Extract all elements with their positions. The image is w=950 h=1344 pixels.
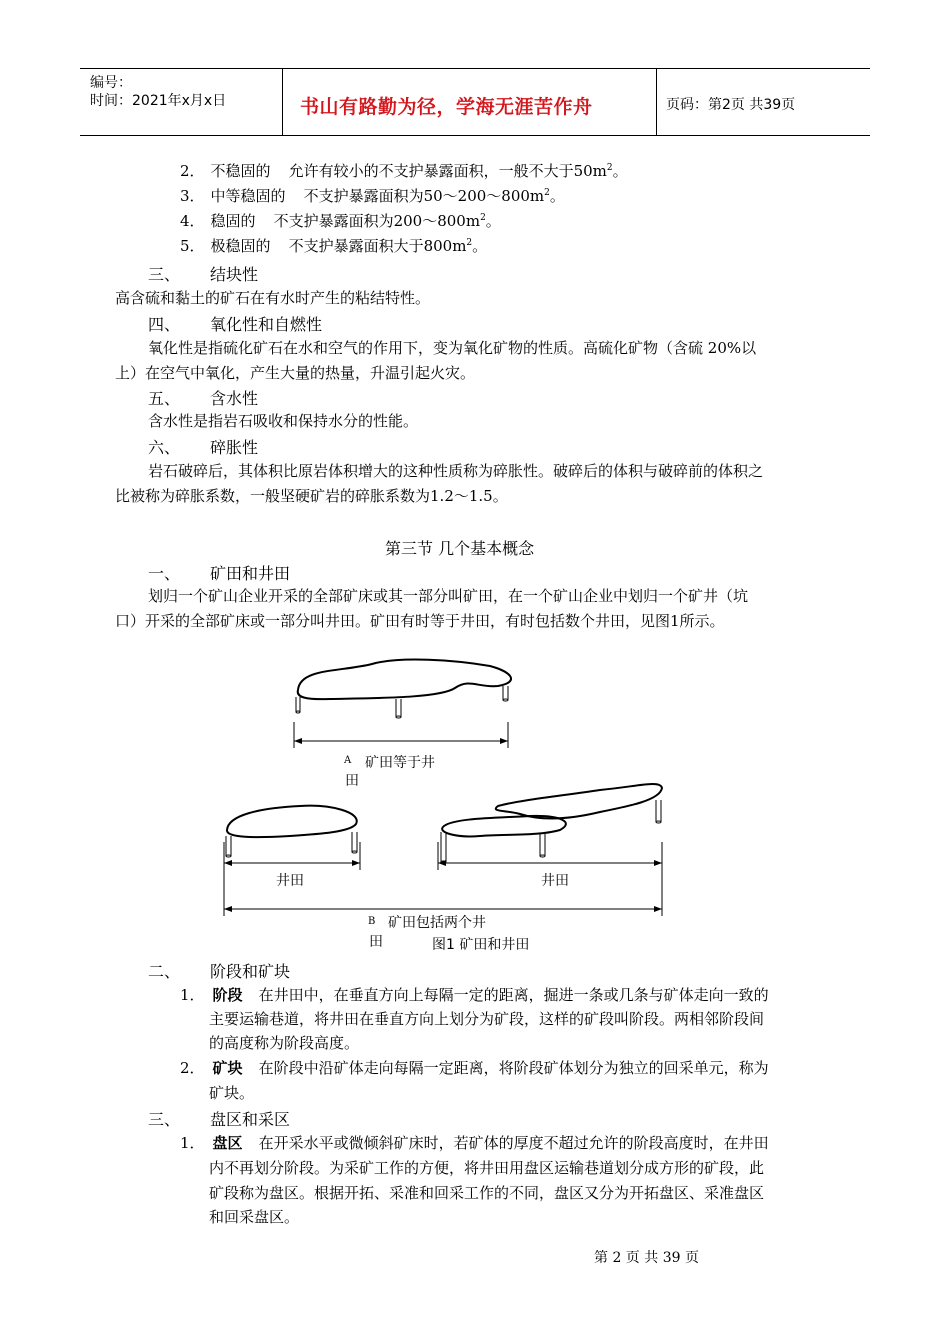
paragraph-line: 比被称为碎胀系数，一般坚硬矿岩的碎胀系数为1.2～1.5。 [115,487,508,505]
figure-a-letter: A [344,755,352,766]
list-item-number: 2． [180,1059,205,1077]
section-title: 结块性 [210,265,259,284]
section-title: 盘区和采区 [210,1110,291,1129]
list-item-desc: 允许有较小的不支护暴露面积，一般不大于50m [288,162,607,180]
section-title: 碎胀性 [210,438,259,457]
list-item-text: 在井田中，在垂直方向上每隔一定的距离，掘进一条或几条与矿体走向一致的 [258,986,769,1004]
list-item-number: 4． [180,212,205,230]
document-date-label: 时间：2021年x月x日 [90,93,227,109]
list-item-text: 主要运输巷道，将井田在垂直方向上划分为矿段，这样的矿段叫阶段。两相邻阶段间 [209,1010,765,1028]
figure-b-letter: B [368,916,376,927]
list-item-term: 阶段 [212,986,243,1004]
superscript: 2 [466,238,473,248]
figure-a-label: 矿田等于井 [365,755,435,771]
section-number: 五、 [148,389,181,408]
section-number: 三、 [148,1110,181,1129]
list-item-term: 盘区 [212,1134,243,1152]
superscript: 2 [480,213,486,223]
paragraph-line: 划归一个矿山企业开采的全部矿床或其一部分叫矿田，在一个矿山企业中划归一个矿井（坑 [148,587,749,605]
list-item-end: 。 [549,187,565,205]
list-item-text: 在阶段中沿矿体走向每隔一定距离，将阶段矿体划分为独立的回采单元，称为 [258,1059,769,1077]
list-item [180,984,769,1005]
list-item-desc: 不支护暴露面积为200～800m [273,212,481,230]
list-item-text: 内不再划分阶段。为采矿工作的方便，将井田用盘区运输巷道划分成方形的矿段，此 [209,1159,765,1177]
section-title: 含水性 [210,389,259,408]
list-item-term: 极稳固的 [210,237,271,255]
section-number: 六、 [148,438,181,457]
list-item-number: 1． [180,986,205,1004]
section-heading [148,959,290,982]
list-item-text: 的高度称为阶段高度。 [209,1034,360,1052]
paragraph-line: 岩石破碎后，其体积比原岩体积增大的这种性质称为碎胀性。破碎后的体积与破碎前的体积之 [148,462,764,480]
ore-body-b-left [227,806,357,837]
list-item-text: 在开采水平或微倾斜矿床时，若矿体的厚度不超过允许的阶段高度时，在井田 [258,1134,769,1152]
figure-jingtian-left-label: 井田 [276,873,304,889]
paragraph-line: 口）开采的全部矿床或一部分叫井田。矿田有时等于井田，有时包括数个井田，见图1所示。 [115,612,725,630]
paragraph: 含水性是指岩石吸收和保持水分的性能。 [148,412,419,430]
list-item-end: 。 [612,162,628,180]
list-item-number: 1． [180,1134,205,1152]
section-number: 三、 [148,265,181,284]
list-item-end: 。 [472,237,488,255]
list-item-text: 矿块。 [209,1084,255,1102]
section-title: 阶段和矿块 [210,962,291,981]
figure-a-drawing [294,660,511,748]
list-item-number: 3． [180,187,205,205]
list-item-text: 和回采盘区。 [209,1208,300,1226]
figure-b-label: 矿田包括两个井 [388,915,486,931]
chapter-title: 第三节 几个基本概念 [385,539,535,558]
ore-body-b-upper [496,784,662,818]
list-item-term: 稳固的 [210,212,256,230]
figure-jingtian-right-label: 井田 [541,873,569,889]
list-item-term: 矿块 [212,1059,243,1077]
list-item-term: 中等稳固的 [210,187,286,205]
list-item-text: 矿段称为盘区。根据开拓、采准和回采工作的不同，盘区又分为开拓盘区、采准盘区 [209,1184,765,1202]
list-item-number: 5． [180,237,205,255]
figure-b-label-cont: 田 [369,934,383,950]
list-item [180,1057,769,1078]
figure-a-label-cont: 田 [345,773,359,789]
section-title: 氧化性和自燃性 [210,315,323,334]
superscript: 2 [544,188,550,198]
figure-b-drawing [224,784,662,916]
section-number: 一、 [148,564,181,583]
header-motto: 书山有路勤为径，学海无涯苦作舟 [300,96,593,118]
section-number: 四、 [148,315,181,334]
superscript: 2 [606,163,613,173]
paragraph-line: 上）在空气中氧化，产生大量的热量，升温引起火灾。 [115,364,476,382]
document-number-label: 编号： [90,75,132,91]
list-item [180,1132,769,1153]
list-item-desc: 不支护暴露面积大于800m [288,237,467,255]
paragraph-line: 氧化性是指硫化矿石在水和空气的作用下，变为氧化矿物的性质。高硫化矿物（含硫 20%以 [148,339,757,357]
section-heading [148,1107,290,1130]
page-counter-label: 页码：第2页 共39页 [666,97,796,113]
list-item-term: 不稳固的 [210,162,271,180]
list-item-end: 。 [485,212,501,230]
section-number: 二、 [148,962,181,981]
list-item-desc: 不支护暴露面积为50～200～800m [303,187,545,205]
figure-caption: 图1 矿田和井田 [432,937,530,953]
section-title: 矿田和井田 [210,564,291,583]
ore-body-a [298,660,511,700]
list-item-number: 2． [180,162,205,180]
page-footer: 第 2 页 共 39 页 [594,1250,699,1266]
paragraph: 高含硫和黏土的矿石在有水时产生的粘结特性。 [115,289,431,307]
